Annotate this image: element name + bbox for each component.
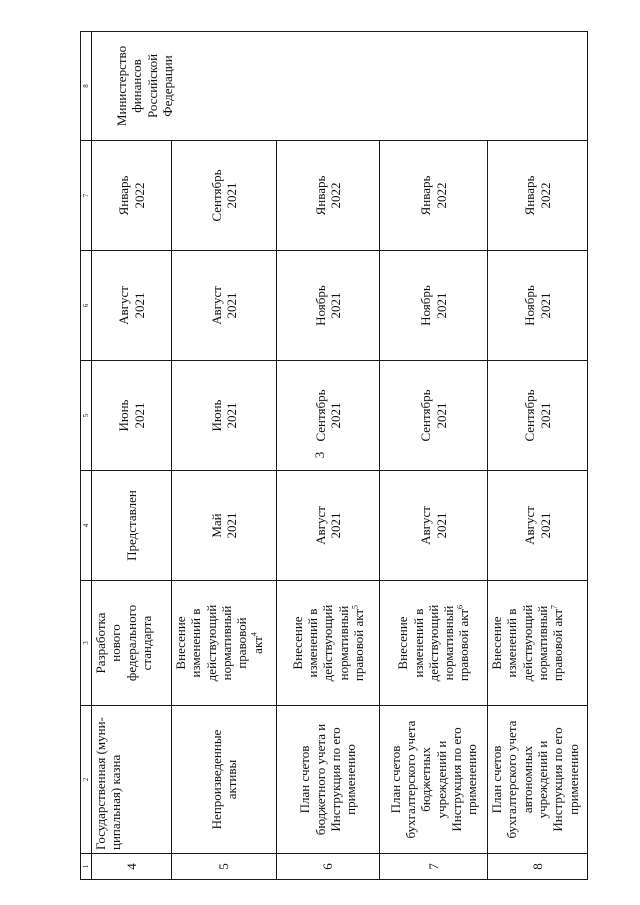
text-line: правовой xyxy=(234,617,250,669)
submit-date-cell xyxy=(380,361,488,471)
draft-date-cell xyxy=(488,471,588,581)
text-line: действующий xyxy=(320,604,336,682)
accounting-object-cell xyxy=(488,706,588,854)
text-line: Российской xyxy=(144,53,160,119)
row-number: 4 xyxy=(92,854,172,880)
text-line: автономных xyxy=(519,745,535,814)
text-line: 2021 xyxy=(224,512,239,539)
text-line: изменений в xyxy=(188,608,204,678)
text-line: 2021 xyxy=(224,182,239,209)
row-number: 6 xyxy=(277,854,380,880)
action-cell xyxy=(92,581,172,706)
responsible-cell xyxy=(92,32,588,141)
text-line: 2021 xyxy=(433,402,449,429)
text-line: Инструкция по его xyxy=(328,727,343,832)
text-fragment: правовой акт xyxy=(350,608,366,682)
text-line: 2021 xyxy=(328,512,343,539)
footnote-mark: 4 xyxy=(249,632,259,637)
text-line: изменений в xyxy=(410,608,426,678)
table-row xyxy=(92,32,172,880)
text-line: Ноябрь xyxy=(312,285,328,326)
effective-date-cell xyxy=(172,141,277,251)
text-line: Август xyxy=(418,506,434,545)
text-line: Сентябрь xyxy=(312,389,328,442)
table-row xyxy=(380,32,488,880)
column-number: 8 xyxy=(81,32,92,141)
page-number: 3 xyxy=(312,451,327,459)
effective-date-cell xyxy=(488,141,588,251)
text-line: 2021 xyxy=(131,402,147,429)
column-number: 5 xyxy=(81,361,92,471)
text-line: Внесение xyxy=(173,616,188,670)
text-line: 2021 xyxy=(328,292,343,319)
text-line: 2022 xyxy=(537,182,553,209)
text-line: Внесение xyxy=(289,616,305,670)
text-line: применению xyxy=(464,744,480,815)
text-line: План счетов xyxy=(297,745,313,814)
text-line: Июнь xyxy=(208,399,224,432)
submit-date-cell xyxy=(277,361,380,471)
table-row xyxy=(277,32,380,880)
submit-date-cell xyxy=(488,361,588,471)
text-line: 2021 xyxy=(433,512,449,539)
text-line: Май xyxy=(208,513,224,538)
table-row xyxy=(488,32,588,880)
text-line: ципальная) казна xyxy=(108,754,124,850)
text-line xyxy=(351,584,366,702)
text-line: План счетов xyxy=(387,745,403,814)
accounting-object-cell xyxy=(380,706,488,854)
approve-date-cell xyxy=(277,251,380,361)
text-line xyxy=(550,584,565,702)
draft-date-cell xyxy=(172,471,277,581)
text-line: нормативный xyxy=(534,605,550,681)
action-cell xyxy=(488,581,588,706)
text-line: активы xyxy=(224,759,239,800)
text-line: федерального xyxy=(123,604,139,682)
draft-date-cell xyxy=(380,471,488,581)
text-line: Федерации xyxy=(159,55,175,117)
text-line: План счетов xyxy=(489,745,504,814)
row-number: 8 xyxy=(488,854,588,880)
text-line: учреждений и xyxy=(433,740,449,819)
text-line: Инструкция по его xyxy=(550,727,566,832)
action-cell xyxy=(172,581,277,706)
text-line: 2021 xyxy=(537,402,553,429)
text-line: применению xyxy=(343,744,359,815)
text-line: изменений в xyxy=(305,608,320,678)
text-line: Январь xyxy=(418,175,434,216)
column-number: 4 xyxy=(81,471,92,581)
text-line: Сентябрь xyxy=(522,389,538,442)
text-line: изменений в xyxy=(504,608,520,678)
draft-date-cell: Представлен xyxy=(92,471,172,581)
rotated-table-wrapper xyxy=(80,32,586,880)
text-line: Внесение xyxy=(395,616,411,670)
text-line: нового xyxy=(108,624,124,662)
text-line: 2021 xyxy=(537,512,553,539)
text-line: Июнь xyxy=(116,399,132,432)
text-line xyxy=(250,584,265,702)
accounting-object-cell xyxy=(92,706,172,854)
column-number: 7 xyxy=(81,141,92,251)
text-line: бухгалтерского учета xyxy=(402,720,418,839)
approve-date-cell xyxy=(380,251,488,361)
approve-date-cell xyxy=(172,251,277,361)
text-line: финансов xyxy=(129,59,145,113)
text-line: Январь xyxy=(116,175,132,216)
action-cell xyxy=(380,581,488,706)
text-line: нормативный xyxy=(218,605,234,681)
text-line: 2021 xyxy=(433,292,449,319)
text-line: Ноябрь xyxy=(522,285,538,326)
text-line: Инструкция по его xyxy=(448,727,464,832)
schedule-table xyxy=(80,31,588,880)
effective-date-cell xyxy=(92,141,172,251)
draft-date-cell xyxy=(277,471,380,581)
table-row xyxy=(172,32,277,880)
accounting-object-cell xyxy=(172,706,277,854)
text-line: Август xyxy=(312,506,328,545)
text-line: бюджетного учета и xyxy=(312,723,328,836)
footnote-mark: 5 xyxy=(350,604,360,609)
row-number: 5 xyxy=(172,854,277,880)
text-line: Ноябрь xyxy=(418,285,434,326)
text-line: действующий xyxy=(425,604,441,682)
text-line: применению xyxy=(565,744,581,815)
text-line: бухгалтерского учета xyxy=(504,720,520,839)
submit-date-cell xyxy=(172,361,277,471)
text-line: 2021 xyxy=(224,292,239,319)
text-line: действующий xyxy=(519,604,535,682)
text-line: бюджетных xyxy=(418,747,434,812)
approve-date-cell xyxy=(92,251,172,361)
text-line: Внесение xyxy=(489,616,504,670)
column-number: 1 xyxy=(81,854,92,880)
effective-date-cell xyxy=(380,141,488,251)
text-line: нормативный xyxy=(441,605,457,681)
text-line: Август xyxy=(208,286,224,325)
footnote-mark: 6 xyxy=(456,604,466,609)
effective-date-cell xyxy=(277,141,380,251)
text-line: 2021 xyxy=(224,402,239,429)
text-line: учреждений и xyxy=(534,740,550,819)
approve-date-cell xyxy=(488,251,588,361)
text-line: нормативный xyxy=(335,605,351,681)
column-number-row xyxy=(81,32,92,880)
column-number: 3 xyxy=(81,581,92,706)
text-line: 2022 xyxy=(433,182,449,209)
action-cell xyxy=(277,581,380,706)
text-line: Разработка xyxy=(93,612,108,674)
text-line: 2022 xyxy=(328,182,343,209)
text-fragment: правовой акт xyxy=(550,608,566,682)
text-fragment: акт xyxy=(249,636,265,654)
text-line: 2021 xyxy=(131,292,147,319)
text-line: Сентябрь xyxy=(208,169,224,222)
text-line: Январь xyxy=(522,175,538,216)
text-fragment: правовой акт xyxy=(456,608,472,682)
column-number: 2 xyxy=(81,706,92,854)
column-number: 6 xyxy=(81,251,92,361)
accounting-object-cell xyxy=(277,706,380,854)
text-line: 2021 xyxy=(328,402,343,429)
text-line: Государственная (муни- xyxy=(93,717,108,850)
submit-date-cell xyxy=(92,361,172,471)
text-line: Сентябрь xyxy=(418,389,434,442)
text-line: Январь xyxy=(312,175,328,216)
text-line: Министерство xyxy=(114,45,129,127)
text-line: Непроизведенные xyxy=(208,729,224,830)
text-line: Август xyxy=(522,506,538,545)
text-line xyxy=(456,584,471,702)
row-number: 7 xyxy=(380,854,488,880)
text-line: 2022 xyxy=(131,182,147,209)
text-line: действующий xyxy=(203,604,219,682)
text-line: Август xyxy=(116,286,132,325)
text-line: стандарта xyxy=(138,615,154,671)
text-line: 2021 xyxy=(537,292,553,319)
footnote-mark: 7 xyxy=(549,604,559,609)
